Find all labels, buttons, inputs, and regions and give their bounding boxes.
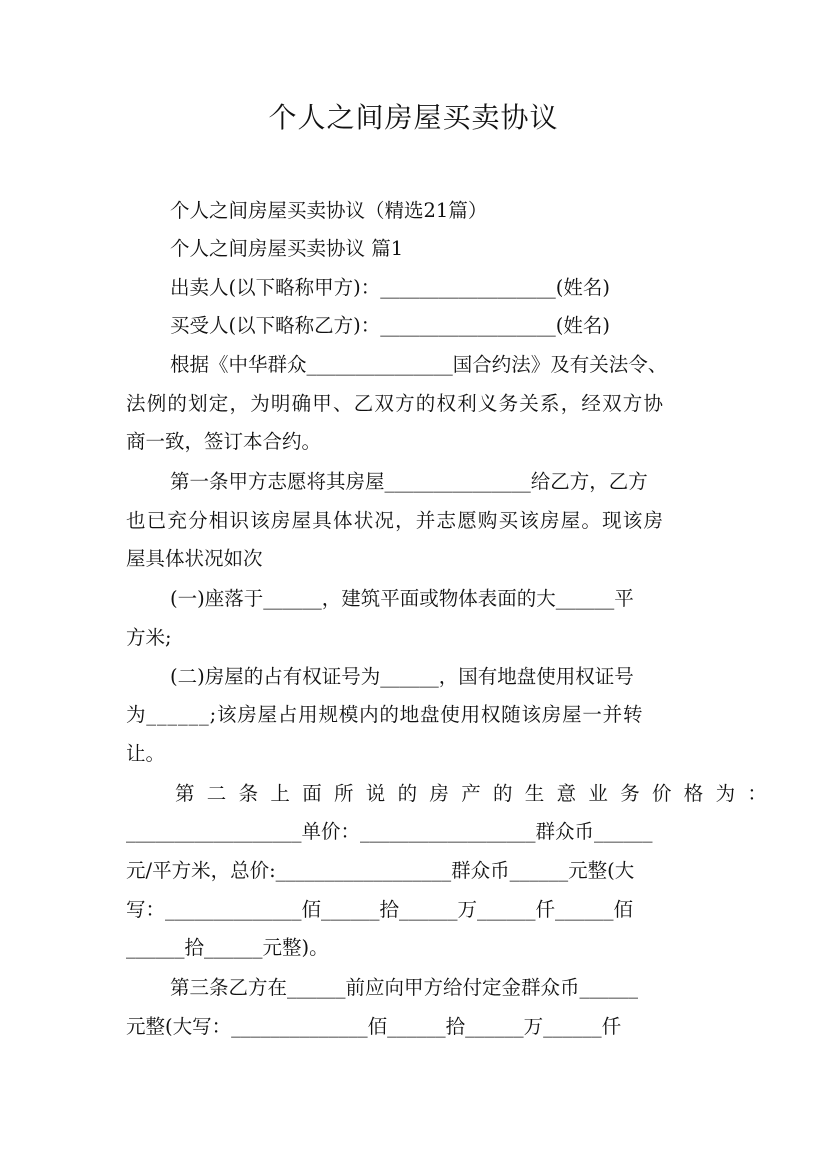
paragraph-line: 第一条甲方志愿将其房屋_______________给乙方，乙方 [170,470,648,493]
paragraph-line: 元整(大写：______________佰______拾______万______仟 [126,1015,622,1038]
paragraph-line: 写：______________佰______拾______万______仟______佰 [126,898,634,921]
paragraph-line: 屋具体状况如次 [126,547,263,570]
seller-line: 出卖人(以下略称甲方)：__________________(姓名) [170,276,610,299]
document-title: 个人之间房屋买卖协议 [268,101,559,134]
paragraph-line: 元/平方米，总价:__________________群众币______元整(大 [126,859,635,882]
paragraph-line: (一)座落于______，建筑平面或物体表面的大______平 [170,587,634,610]
paragraph-line: 根据《中华群众_______________国合约法》及有关法令、 [170,353,668,376]
paragraph-line: __________________单价：__________________群众币______ [126,820,653,843]
paragraph-line: 法例的划定，为明确甲、乙双方的权利义务关系，经双方协 [126,392,665,415]
section-heading: 个人之间房屋买卖协议 篇1 [170,237,404,260]
paragraph-line: ______拾______元整)。 [126,936,329,959]
paragraph-line: 为______;该房屋占用规模内的地盘使用权随该房屋一并转 [126,703,644,726]
paragraph-line: 第三条乙方在______前应向甲方给付定金群众币______ [170,976,639,999]
paragraph-line: 让。 [126,742,166,765]
paragraph-line: 也已充分相识该房屋具体状况，并志愿购买该房屋。现该房 [126,509,665,532]
buyer-line: 买受人(以下略称乙方)：__________________(姓名) [170,314,610,337]
paragraph-line: 方米; [126,626,172,649]
paragraph-line: (二)房屋的占有权证号为______，国有地盘使用权证号 [170,665,634,688]
paragraph-line: 商一致，签订本合约。 [126,430,322,453]
paragraph-line: 第二条上面所说的房产的生意业务价格为： [175,782,780,805]
subtitle-line: 个人之间房屋买卖协议（精选21篇） [170,199,488,222]
